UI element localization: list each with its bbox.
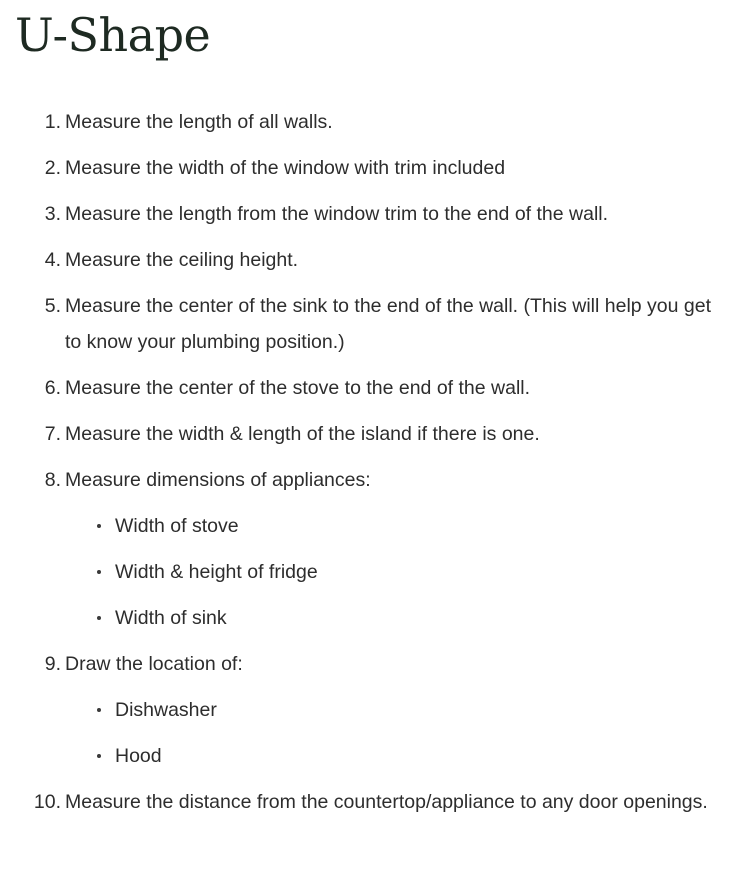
sub-list-item [65,554,721,590]
list-item [0,104,751,140]
bullet-dot-icon [97,570,101,574]
step-number: 3. [44,203,61,225]
step-number: 10. [33,791,61,813]
page-title: U-Shape [15,8,211,62]
step-number: 8. [44,469,61,491]
appliance-sublist [65,508,721,636]
bullet-dot-icon [97,616,101,620]
list-item [0,646,751,774]
step-text: Measure the center of the stove to the end of the wall. [65,377,531,399]
bullet-dot-icon [97,754,101,758]
sub-list-item [65,692,721,728]
step-number: 6. [44,377,61,399]
step-text: Measure the width & length of the island if there is one. [65,423,540,445]
step-text: Measure dimensions of appliances: [65,469,371,491]
step-number: 1. [44,111,61,133]
step-text: Measure the distance from the countertop/appliance to any door openings. [65,791,708,813]
bullet-dot-icon [97,524,101,528]
sub-item-text: Width of sink [115,607,227,629]
location-sublist [65,692,721,774]
step-number: 4. [44,249,61,271]
step-number: 9. [44,653,61,675]
bullet-dot-icon [97,708,101,712]
list-item [0,416,751,452]
sub-item-text: Dishwasher [115,699,217,721]
sub-item-text: Width of stove [115,515,239,537]
list-item [0,288,751,360]
step-text: Measure the width of the window with trim included [65,157,506,179]
sub-list-item [65,600,721,636]
sub-list-item [65,738,721,774]
list-item [0,150,751,186]
sub-item-text: Hood [115,745,162,767]
steps-list [0,104,751,830]
step-number: 2. [44,157,61,179]
sub-item-text: Width & height of fridge [115,561,318,583]
step-text: Measure the length of all walls. [65,111,333,133]
step-text: Measure the center of the sink to the end of the wall. (This will help you get to know your plumbing position.) [65,295,712,353]
step-text: Measure the length from the window trim to the end of the wall. [65,203,609,225]
step-text: Draw the location of: [65,653,243,675]
step-number: 7. [44,423,61,445]
step-text: Measure the ceiling height. [65,249,299,271]
list-item [0,370,751,406]
list-item [0,196,751,232]
list-item [0,784,751,820]
list-item [0,242,751,278]
step-number: 5. [44,295,61,317]
list-item [0,462,751,636]
sub-list-item [65,508,721,544]
